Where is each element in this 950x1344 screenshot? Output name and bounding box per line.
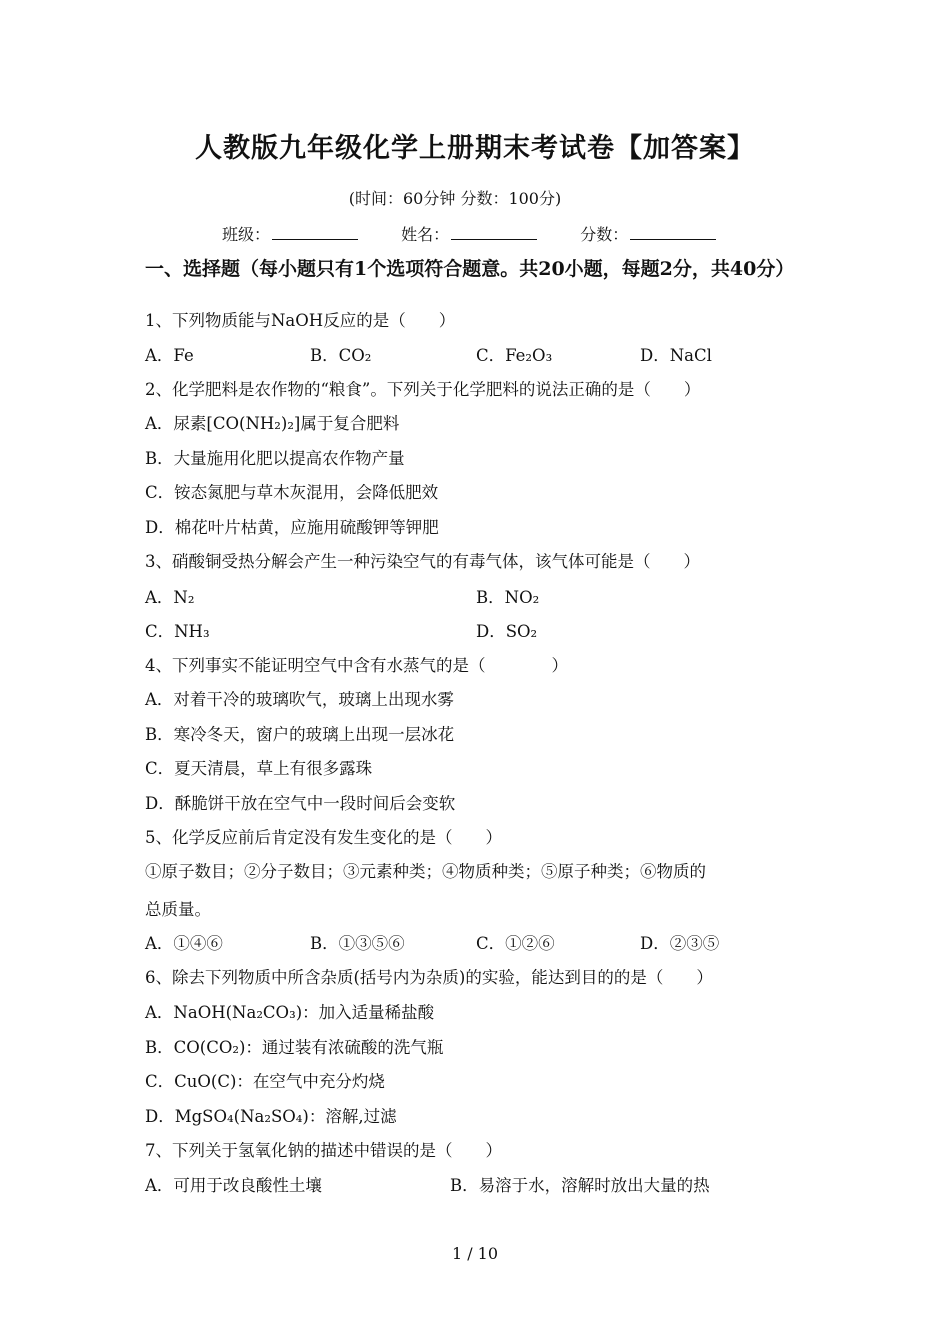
question-2-option-b: B．大量施用化肥以提高农作物产量	[145, 449, 405, 468]
question-4-option-a: A．对着干冷的玻璃吹气，玻璃上出现水雾	[145, 690, 454, 709]
student-info-row	[222, 222, 754, 245]
question-1-option-b: B．CO₂	[310, 346, 372, 365]
section-heading: 一、选择题（每小题只有1个选项符合题意。共20小题，每题2分，共40分）	[145, 258, 795, 280]
question-7-option-b: B．易溶于水，溶解时放出大量的热	[450, 1176, 710, 1195]
question-2-stem: 2、化学肥料是农作物的“粮食”。下列关于化学肥料的说法正确的是（ ）	[145, 380, 701, 399]
question-1-option-c: C．Fe₂O₃	[476, 346, 553, 365]
score-blank	[630, 225, 716, 240]
question-5-option-b: B．①③⑤⑥	[310, 934, 405, 953]
question-5-option-d: D．②③⑤	[640, 934, 720, 953]
question-4-option-c: C．夏天清晨，草上有很多露珠	[145, 759, 373, 778]
question-5-stem-end: 总质量。	[145, 900, 211, 919]
question-1-stem: 1、下列物质能与NaOH反应的是（ ）	[145, 311, 456, 330]
question-6-option-c: C．CuO(C)：在空气中充分灼烧	[145, 1072, 385, 1091]
page-number: 1 / 10	[451, 1244, 499, 1263]
question-6-option-b: B．CO(CO₂)：通过装有浓硫酸的洗气瓶	[145, 1038, 444, 1057]
question-6-option-d: D．MgSO₄(Na₂SO₄)：溶解,过滤	[145, 1107, 397, 1126]
score-label: 分数：	[580, 225, 629, 244]
name-label: 姓名：	[401, 225, 450, 244]
question-3-option-c: C．NH₃	[145, 622, 210, 641]
question-1-option-d: D．NaCl	[640, 346, 712, 365]
question-4-option-d: D．酥脆饼干放在空气中一段时间后会变软	[145, 794, 456, 813]
question-5-option-a: A．①④⑥	[145, 934, 223, 953]
question-4-option-b: B．寒冷冬天，窗户的玻璃上出现一层冰花	[145, 725, 455, 744]
question-5-option-c: C．①②⑥	[476, 934, 555, 953]
question-1-option-a: A．Fe	[145, 346, 194, 365]
question-3-option-d: D．SO₂	[476, 622, 538, 641]
name-field	[401, 222, 537, 245]
page-title: 人教版九年级化学上册期末考试卷【加答案】	[195, 133, 755, 164]
question-4-stem: 4、下列事实不能证明空气中含有水蒸气的是（ ）	[145, 656, 568, 675]
question-3-stem: 3、硝酸铜受热分解会产生一种污染空气的有毒气体，该气体可能是（ ）	[145, 552, 700, 571]
time-score-line: (时间：60分钟 分数：100分)	[348, 189, 562, 208]
question-3-option-a: A．N₂	[145, 588, 195, 607]
class-label: 班级：	[222, 225, 271, 244]
class-field	[222, 222, 358, 245]
question-6-stem: 6、除去下列物质中所含杂质(括号内为杂质)的实验，能达到目的的是（ ）	[145, 968, 713, 987]
question-2-option-c: C．铵态氮肥与草木灰混用，会降低肥效	[145, 483, 439, 502]
question-6-option-a: A．NaOH(Na₂CO₃)：加入适量稀盐酸	[145, 1003, 435, 1022]
question-5-stem: 5、化学反应前后肯定没有发生变化的是（ ）	[145, 828, 502, 847]
question-7-option-a: A．可用于改良酸性土壤	[145, 1176, 322, 1195]
class-blank	[272, 225, 358, 240]
score-field	[580, 222, 716, 245]
question-5-stem-items: ①原子数目；②分子数目；③元素种类；④物质种类；⑤原子种类；⑥物质的	[145, 862, 706, 881]
question-7-stem: 7、下列关于氢氧化钠的描述中错误的是（ ）	[145, 1141, 502, 1160]
question-3-option-b: B．NO₂	[476, 588, 540, 607]
name-blank	[451, 225, 537, 240]
question-2-option-d: D．棉花叶片枯黄，应施用硫酸钾等钾肥	[145, 518, 439, 537]
question-2-option-a: A．尿素[CO(NH₂)₂]属于复合肥料	[145, 414, 400, 433]
